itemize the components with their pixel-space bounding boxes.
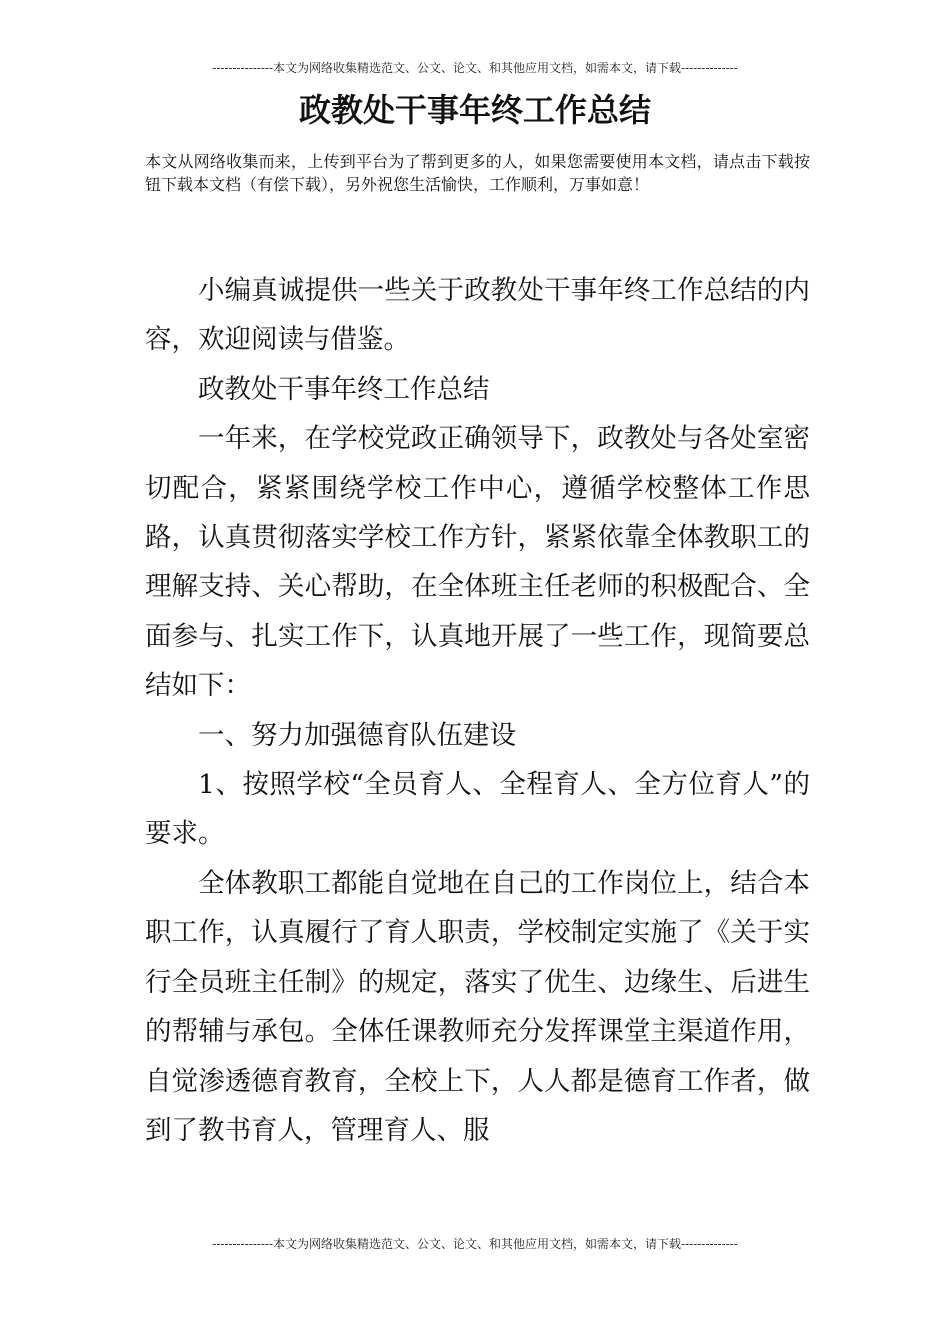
footer-banner: ---------------本文为网络收集精选范文、公文、论文、和其他应用文档，如需本文，请下载-------------- (212, 1237, 738, 1251)
body-paragraph-overview: 一年来，在学校党政正确领导下，政教处与各处室密切配合，紧紧围绕学校工作中心，遵循学校整体工作思路，认真贯彻落实学校工作方针，紧紧依靠全体教职工的理解支持、关心帮助，在全体班主任老师的积极配合、全面参与、扎实工作下，认真地开展了一些工作，现简要总结如下： (145, 423, 810, 702)
download-notice: 本文从网络收集而来，上传到平台为了帮到更多的人，如果您需要使用本文档，请点击下载按钮下载本文档（有偿下载），另外祝您生活愉快，工作顺利，万事如意！ (145, 152, 810, 194)
body-paragraph-details: 全体教职工都能自觉地在自己的工作岗位上，结合本职工作，认真履行了育人职责，学校制定实施了《关于实行全员班主任制》的规定，落实了优生、边缘生、后进生的帮辅与承包。全体任课教师充分发挥课堂主渠道作用，自觉渗透德育教育，全校上下，人人都是德育工作者，做到了教书育人，管理育人、服 (145, 867, 810, 1146)
section-heading-1: 一、努力加强德育队伍建设 (198, 719, 516, 751)
header-banner: ---------------本文为网络收集精选范文、公文、论文、和其他应用文档，如需本文，请下载-------------- (212, 61, 738, 75)
body-paragraph-item-1: 1、按照学校“全员育人、全程育人、全方位育人”的要求。 (145, 769, 810, 850)
document-body (145, 266, 810, 1155)
body-paragraph-subtitle: 政教处干事年终工作总结 (198, 373, 490, 405)
document-title: 政教处干事年终工作总结 (298, 91, 651, 129)
body-paragraph-intro: 小编真诚提供一些关于政教处干事年终工作总结的内容，欢迎阅读与借鉴。 (145, 275, 810, 356)
